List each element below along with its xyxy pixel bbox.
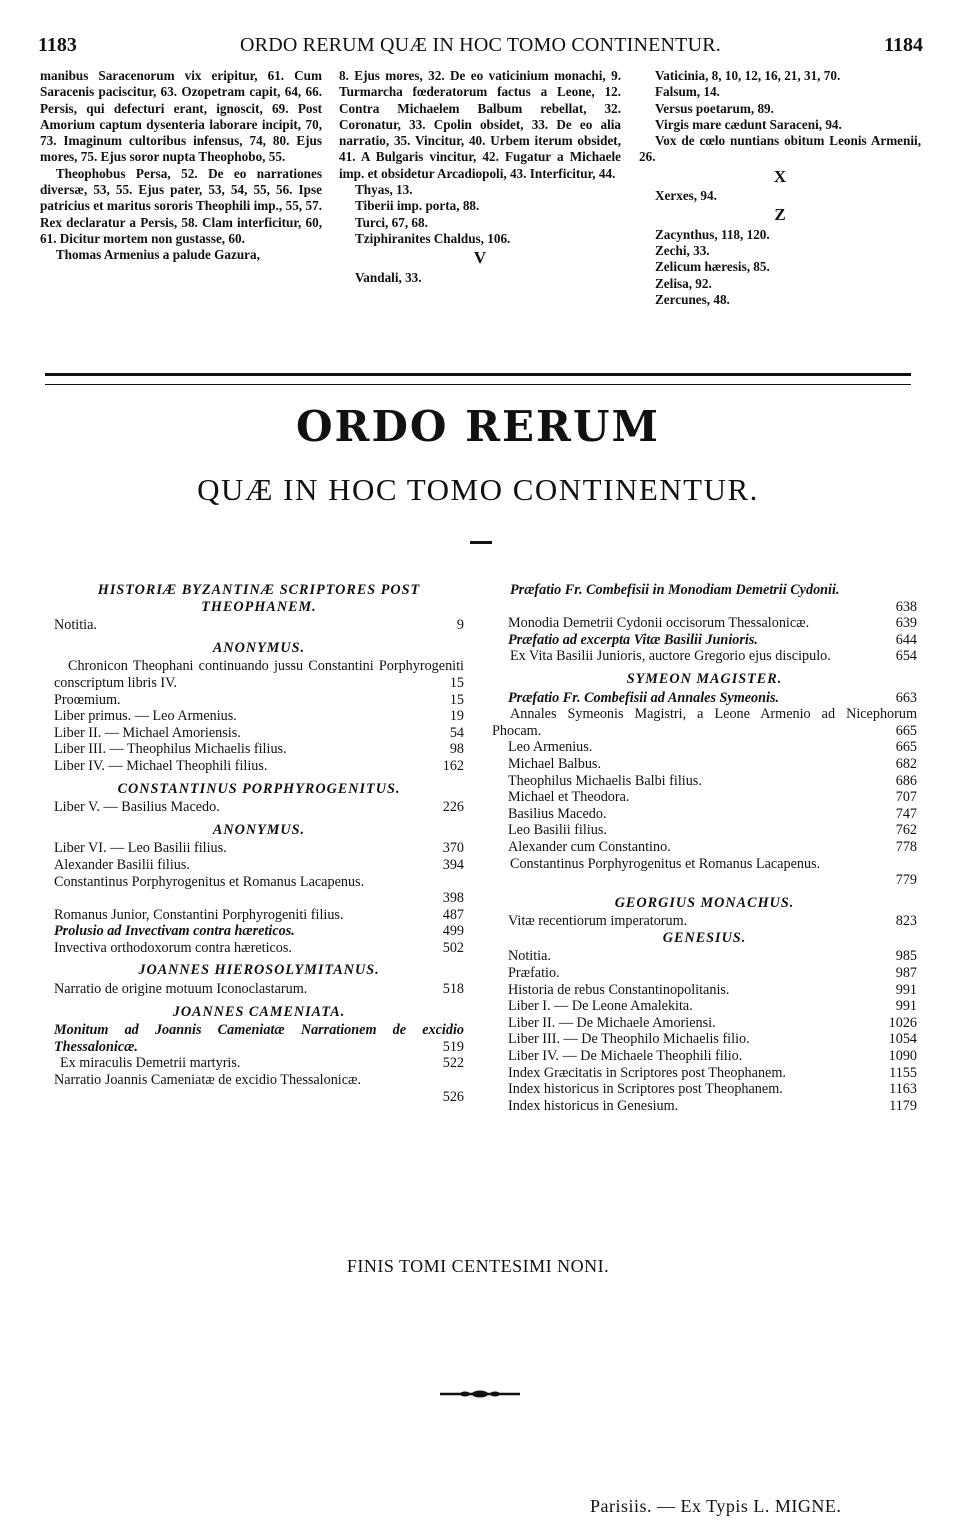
index-entry: Zelisa, 92. [655, 275, 712, 291]
section-title: ORDO RERUM [295, 402, 661, 451]
index-entry: Zechi, 33. [655, 242, 710, 258]
toc-row-page: 638 [895, 598, 917, 615]
toc-row-page: 779 [895, 872, 917, 889]
toc-row-page: 665 [895, 739, 917, 756]
toc-row [492, 1031, 917, 1048]
index-column-1 [40, 68, 322, 264]
toc-row-page: 1155 [889, 1064, 917, 1081]
toc-entry [492, 648, 917, 665]
toc-row [54, 708, 464, 725]
index-entry: Zercunes, 48. [655, 291, 730, 307]
index-entry: Falsum, 14. [655, 84, 720, 100]
toc-row [492, 1015, 917, 1032]
toc-row-title: Liber V. — Basilius Macedo. [54, 799, 220, 816]
index-letter-heading: X [773, 166, 787, 186]
toc-row-page: 644 [895, 631, 917, 648]
toc-row [492, 913, 917, 930]
toc-row-page: 499 [442, 923, 464, 940]
toc-row-page: 747 [895, 805, 917, 822]
toc-row-page: 98 [449, 741, 464, 758]
toc-entry [54, 1022, 464, 1055]
toc-entry: Constantinus Porphyrogenitus et Romanus Lacapenus. [510, 855, 821, 872]
toc-row [54, 725, 464, 742]
toc-row-title: Michael Balbus. [508, 755, 601, 772]
toc-row-title: Index Græcitatis in Scriptores post Theophanem. [508, 1064, 786, 1081]
index-column-2 [339, 68, 621, 286]
title-dash-ornament [470, 541, 492, 544]
toc-section-heading: ANONYMUS. [212, 821, 306, 838]
toc-row-title: Historia de rebus Constantinopolitanis. [508, 981, 730, 998]
toc-row-page: 1163 [889, 1081, 917, 1098]
toc-row-title: Prolusio ad Invectivam contra hæreticos. [54, 923, 295, 940]
section-subtitle: QUÆ IN HOC TOMO CONTINENTUR. [197, 472, 759, 507]
toc-row-title: Narratio de origine motuum Iconoclastarum. [54, 981, 308, 998]
toc-row-page: 823 [895, 913, 917, 930]
toc-row [54, 741, 464, 758]
index-entry: Zacynthus, 118, 120. [655, 226, 770, 242]
toc-section-heading: JOANNES CAMENIATA. [172, 1003, 346, 1020]
toc-section-heading: GEORGIUS MONACHUS. [614, 894, 795, 911]
toc-entry [492, 706, 917, 739]
toc-row-title: Liber IV. — Michael Theophili filius. [54, 757, 268, 774]
toc-row [492, 1065, 917, 1082]
toc-row-page: 987 [895, 965, 917, 982]
toc-row [54, 940, 464, 957]
toc-row [492, 756, 917, 773]
toc-row [492, 739, 917, 756]
page-header [38, 34, 923, 64]
toc-row [54, 981, 464, 998]
toc-row [54, 617, 464, 634]
toc-section-heading: SYMEON MAGISTER. [626, 670, 783, 687]
toc-section-heading: CONSTANTINUS PORPHYROGENITUS. [117, 780, 401, 797]
toc-row-title: Præfatio. [508, 965, 560, 982]
toc-row-page: 686 [895, 772, 917, 789]
toc-row-title: Præfatio Fr. Combefisii ad Annales Symeonis. [508, 689, 780, 706]
toc-row-page: 1054 [888, 1031, 917, 1048]
index-entry: Xerxes, 94. [655, 188, 717, 204]
index-entry: Zelicum hæresis, 85. [655, 259, 770, 275]
toc-row-page: 487 [442, 906, 464, 923]
toc-row-page: 15 [449, 674, 464, 691]
toc-row-title: Vitæ recentiorum imperatorum. [508, 913, 688, 930]
toc-row-page: 1179 [889, 1097, 917, 1114]
toc-row-title: Liber III. — Theophilus Michaelis filius. [54, 741, 287, 758]
toc-row-page: 654 [895, 648, 917, 665]
toc-row [492, 806, 917, 823]
toc-row-title: Index historicus in Genesium. [508, 1097, 679, 1114]
index-paragraph: manibus Saracenorum vix eripitur, 61. Cum Saracenis paciscitur, 63. Ozopetram capit, 64, 66. Persis, qui defecturi erant, ignoscit, 69. Post Amorium captum dysenteria laborare incipit, 70, 73. Imaginum cultoribus infensus, 74, 80. Ejus mores, 75. Ejus soror nupta Theophobo, 55. [40, 68, 322, 165]
toc-row-page: 665 [895, 722, 917, 739]
toc-entry [54, 658, 464, 691]
toc-entry-text: Ex Vita Basilii Junioris, auctore Gregorio ejus discipulo. [510, 648, 831, 665]
toc-row-title: Basilius Macedo. [508, 805, 607, 822]
toc-row-page: 991 [895, 998, 917, 1015]
index-entry: Thyas, 13. [355, 182, 413, 198]
index-paragraph: Thomas Armenius a palude Gazura, [55, 247, 260, 263]
toc-row-page: 985 [895, 948, 917, 965]
toc-row [54, 1055, 464, 1072]
toc-entry: Præfatio Fr. Combefisii in Monodiam Demetrii Cydonii. [510, 582, 840, 598]
toc-row [54, 758, 464, 775]
imprint: Parisiis. — Ex Typis L. MIGNE. [590, 1496, 842, 1516]
toc-row-title: Liber primus. — Leo Armenius. [54, 708, 237, 725]
toc-row [492, 615, 917, 632]
index-entry: Vox de cœlo nuntians obitum Leonis Armenii, 26. [639, 133, 921, 165]
toc-row-title: Index historicus in Scriptores post Theophanem. [508, 1081, 783, 1098]
toc-row-page: 639 [895, 615, 917, 632]
toc-row [54, 692, 464, 709]
toc-row [492, 632, 917, 649]
toc-row-page: 1026 [888, 1014, 917, 1031]
toc-row [492, 773, 917, 790]
toc-row [492, 822, 917, 839]
toc-row-title: Liber II. — De Michaele Amoriensi. [508, 1014, 716, 1031]
toc-row [492, 1048, 917, 1065]
double-rule-divider [45, 373, 911, 385]
index-entry: Vaticinia, 8, 10, 12, 16, 21, 31, 70. [655, 68, 841, 83]
finis-line: FINIS TOMI CENTESIMI NONI. [346, 1256, 610, 1276]
toc-entry-text: Monitum ad Joannis Cameniatæ Narrationem de excidio Thessalonicæ. [54, 1022, 464, 1055]
index-column-3 [639, 68, 921, 308]
toc-row-title: Alexander cum Constantino. [508, 838, 671, 855]
toc-row [492, 839, 917, 856]
toc-row [54, 840, 464, 857]
toc-row-title: Notitia. [54, 617, 97, 634]
toc-row-page: 519 [442, 1038, 464, 1055]
index-paragraph: Theophobus Persa, 52. De eo narrationes diversæ, 53, 55. Ejus pater, 53, 54, 55, 56. Ipse patricius et maritus sororis Theophili imp., 55, 57. Rex declaratur a Persis, 58. Clam interficitur, 60, 61. Dicitur mortem non gustasse, 60. [40, 165, 322, 246]
toc-row-page: 394 [442, 856, 464, 873]
toc-row-page: 54 [449, 724, 464, 741]
toc-entry: Constantinus Porphyrogenitus et Romanus Lacapenus. [54, 873, 365, 890]
running-title: ORDO RERUM QUÆ IN HOC TOMO CONTINENTUR. [240, 34, 721, 56]
toc-row [54, 799, 464, 816]
toc-row-page: 502 [442, 939, 464, 956]
toc-row-page: 226 [442, 799, 464, 816]
toc-left-column [54, 582, 464, 1105]
toc-row-page: 762 [895, 822, 917, 839]
index-entry: Versus poetarum, 89. [655, 100, 774, 116]
index-letter-heading: V [473, 248, 487, 268]
toc-row [492, 982, 917, 999]
toc-entry-text: Annales Symeonis Magistri, a Leone Armenio ad Nicephorum Phocam. [492, 706, 917, 739]
toc-row-page: 707 [895, 789, 917, 806]
toc-row-page: 162 [442, 757, 464, 774]
toc-row-title: Leo Basilii filius. [508, 822, 607, 839]
page-number-right: 1184 [884, 34, 923, 56]
toc-row-title: Theophilus Michaelis Balbi filius. [508, 772, 702, 789]
toc-row [492, 690, 917, 707]
toc-row-page: 1090 [888, 1048, 917, 1065]
toc-row-title: Liber IV. — De Michaele Theophili filio. [508, 1048, 743, 1065]
page-number-left: 1183 [38, 34, 77, 56]
toc-row-title: Præfatio ad excerpta Vitæ Basilii Junioris. [508, 631, 758, 648]
toc-entry-text: Chronicon Theophani continuando jussu Constantini Porphyrogeniti conscriptum libris IV. [54, 658, 464, 691]
toc-row-title: Notitia. [508, 948, 551, 965]
toc-row-title: Liber II. — Michael Amoriensis. [54, 724, 241, 741]
toc-row [492, 1098, 917, 1115]
toc-row-title: Liber III. — De Theophilo Michaelis filio. [508, 1031, 750, 1048]
toc-row-page: 778 [895, 838, 917, 855]
toc-row [54, 907, 464, 924]
toc-row [492, 948, 917, 965]
toc-row-page: 522 [442, 1055, 464, 1072]
toc-row-page: 663 [895, 689, 917, 706]
index-letter-heading: Z [774, 205, 786, 225]
toc-section-heading: JOANNES HIEROSOLYMITANUS. [138, 962, 380, 979]
toc-row-title: Alexander Basilii filius. [54, 856, 190, 873]
toc-row-page: 526 [442, 1088, 464, 1105]
toc-section-heading: GENESIUS. [662, 929, 747, 946]
index-entry: Turci, 67, 68. [355, 214, 428, 230]
toc-row-title: Ex miraculis Demetrii martyris. [60, 1055, 241, 1072]
toc-row [492, 1081, 917, 1098]
end-ornament [440, 1390, 520, 1398]
index-entry: Tziphiranites Chaldus, 106. [355, 230, 511, 246]
toc-section-heading: ANONYMUS. [212, 639, 306, 656]
toc-row-page: 398 [442, 890, 464, 907]
toc-row-title: Michael et Theodora. [508, 789, 630, 806]
index-entry: Virgis mare cædunt Saraceni, 94. [655, 116, 842, 132]
toc-row [54, 923, 464, 940]
toc-right-column [492, 582, 917, 1114]
toc-row-title: Liber VI. — Leo Basilii filius. [54, 840, 227, 857]
index-entry: Vandali, 33. [355, 269, 422, 285]
toc-row-title: Leo Armenius. [508, 739, 593, 756]
toc-row [492, 998, 917, 1015]
toc-row-page: 991 [895, 981, 917, 998]
toc-row-page: 15 [449, 691, 464, 708]
index-paragraph: 8. Ejus mores, 32. De eo vaticinium monachi, 9. Turmarcha fœderatorum factus a Leone, 12. Contra Michaelem Balbum rebellat, 32. Coronatur, 33. Cpolin obsidet, 33. De eo alia narratio, 35. Vincitur, 40. Urbem iterum obsidet, 41. A Bulgaris vincitur, 42. Fugatur a Michaele imp. et obsidetur Arcadiopoli, 43. Interficitur, 44. [339, 68, 621, 181]
toc-entry: Narratio Joannis Cameniatæ de excidio Thessalonicæ. [54, 1072, 362, 1089]
toc-row-title: Romanus Junior, Constantini Porphyrogeniti filius. [54, 906, 344, 923]
toc-row-page: 19 [449, 708, 464, 725]
toc-row-page: 518 [442, 981, 464, 998]
index-entry: Tiberii imp. porta, 88. [355, 198, 480, 214]
toc-section-heading: HISTORIÆ BYZANTINÆ SCRIPTORES POST THEOPHANEM. [97, 582, 421, 615]
toc-row-title: Liber I. — De Leone Amalekita. [508, 998, 693, 1015]
toc-row [492, 789, 917, 806]
toc-row-page: 9 [456, 617, 464, 634]
toc-row-title: Proœmium. [54, 691, 121, 708]
toc-row-page: 682 [895, 755, 917, 772]
toc-row-title: Monodia Demetrii Cydonii occisorum Thessalonicæ. [508, 615, 810, 632]
toc-row [492, 965, 917, 982]
toc-row [54, 857, 464, 874]
toc-row-title: Invectiva orthodoxorum contra hæreticos. [54, 939, 292, 956]
toc-row-page: 370 [442, 840, 464, 857]
